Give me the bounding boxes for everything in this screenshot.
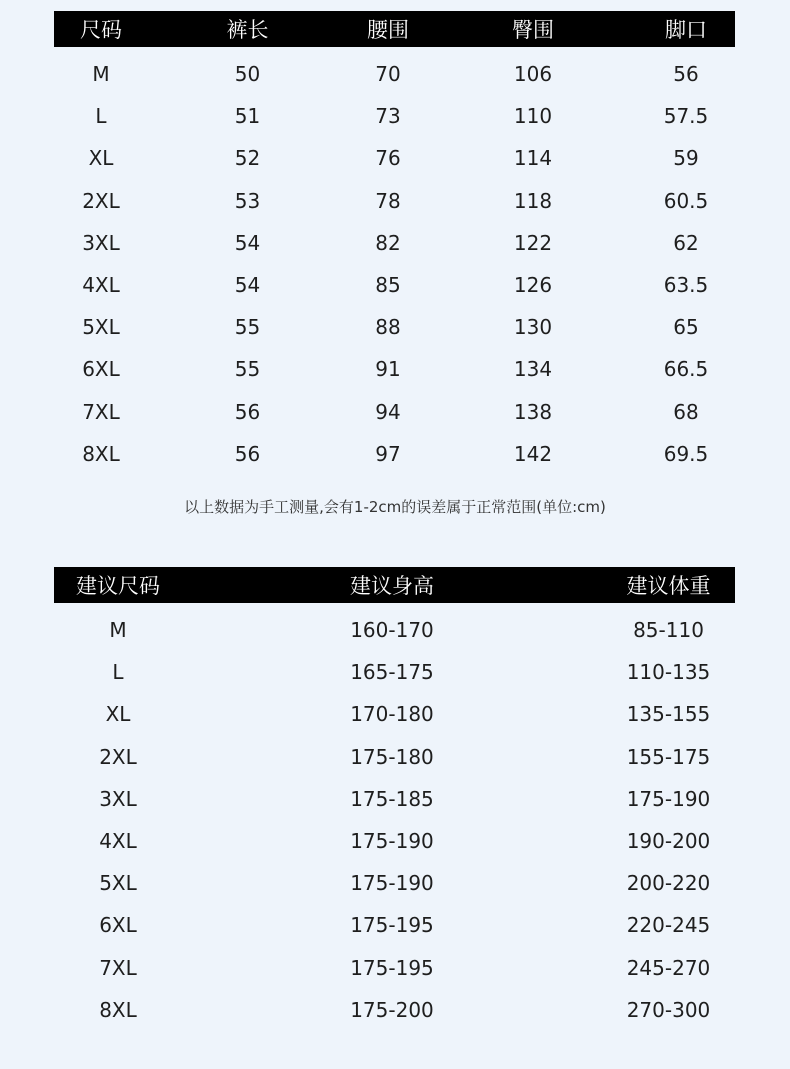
size-recommendation-table: [54, 567, 735, 1031]
header-leg-opening: 脚口: [665, 18, 707, 42]
table-row: [54, 736, 735, 778]
cell-hip: 142: [513, 441, 553, 466]
cell-waist: 76: [375, 146, 401, 171]
cell-waist: 91: [375, 357, 401, 382]
cell-size: 6XL: [82, 357, 120, 382]
size-measurement-header: [54, 11, 735, 47]
cell-size: XL: [88, 146, 114, 171]
cell-recommended-weight: 175-190: [626, 786, 711, 811]
table-row: [54, 264, 735, 306]
cell-recommended-height: 175-190: [350, 871, 434, 896]
cell-recommended-weight: 270-300: [626, 997, 711, 1022]
cell-waist: 94: [375, 399, 401, 424]
cell-waist: 97: [375, 441, 401, 466]
cell-leg-opening: 65: [673, 315, 699, 340]
cell-recommended-size: 5XL: [99, 871, 137, 896]
cell-recommended-height: 175-180: [350, 744, 434, 769]
cell-leg-opening: 56: [673, 62, 699, 87]
size-recommendation-rows: [54, 603, 735, 1031]
cell-pants-length: 53: [234, 188, 261, 213]
cell-recommended-size: M: [109, 618, 127, 643]
cell-recommended-height: 165-175: [350, 660, 434, 685]
cell-hip: 126: [513, 273, 553, 298]
cell-waist: 78: [375, 188, 401, 213]
cell-leg-opening: 59: [673, 146, 699, 171]
cell-recommended-size: 3XL: [99, 786, 137, 811]
cell-recommended-size: 2XL: [99, 744, 137, 769]
cell-leg-opening: 68: [673, 399, 699, 424]
cell-hip: 130: [513, 315, 553, 340]
table-row: [54, 693, 735, 735]
header-recommended-weight: 建议体重: [626, 574, 711, 598]
cell-waist: 82: [375, 230, 401, 255]
cell-pants-length: 56: [234, 441, 261, 466]
cell-size: L: [95, 104, 107, 129]
cell-size: 7XL: [82, 399, 120, 424]
header-hip: 臀围: [512, 18, 554, 42]
cell-pants-length: 55: [234, 357, 261, 382]
cell-size: 3XL: [82, 230, 120, 255]
cell-hip: 106: [513, 62, 553, 87]
cell-leg-opening: 66.5: [663, 357, 709, 382]
cell-pants-length: 54: [234, 230, 261, 255]
cell-waist: 85: [375, 273, 401, 298]
cell-leg-opening: 63.5: [663, 273, 709, 298]
cell-recommended-size: 8XL: [99, 997, 137, 1022]
cell-leg-opening: 57.5: [663, 104, 709, 129]
table-row: [54, 989, 735, 1031]
table-row: [54, 904, 735, 946]
table-row: [54, 947, 735, 989]
cell-size: 8XL: [82, 441, 120, 466]
cell-pants-length: 52: [234, 146, 261, 171]
header-waist: 腰围: [367, 18, 409, 42]
cell-pants-length: 56: [234, 399, 261, 424]
cell-recommended-size: 6XL: [99, 913, 137, 938]
cell-recommended-height: 175-195: [350, 913, 434, 938]
table-row: [54, 53, 735, 95]
cell-size: 5XL: [82, 315, 120, 340]
cell-size: 4XL: [82, 273, 120, 298]
table-row: [54, 820, 735, 862]
cell-recommended-height: 170-180: [350, 702, 434, 727]
header-recommended-size: 建议尺码: [76, 574, 160, 598]
table-row: [54, 222, 735, 264]
cell-waist: 88: [375, 315, 401, 340]
cell-recommended-size: L: [112, 660, 124, 685]
cell-pants-length: 51: [234, 104, 261, 129]
size-measurement-rows: [54, 47, 735, 475]
cell-waist: 73: [375, 104, 401, 129]
cell-recommended-height: 175-195: [350, 955, 434, 980]
header-pants-length: 裤长: [226, 18, 269, 42]
size-recommendation-header: [54, 567, 735, 603]
cell-recommended-weight: 220-245: [626, 913, 711, 938]
header-recommended-height: 建议身高: [350, 574, 434, 598]
measurement-note: 以上数据为手工测量,会有1-2cm的误差属于正常范围(单位:cm): [184, 498, 606, 516]
cell-recommended-weight: 200-220: [626, 871, 711, 896]
cell-leg-opening: 60.5: [663, 188, 709, 213]
cell-recommended-size: 7XL: [99, 955, 137, 980]
cell-hip: 134: [513, 357, 553, 382]
table-row: [54, 391, 735, 433]
cell-recommended-weight: 135-155: [626, 702, 711, 727]
cell-recommended-size: XL: [105, 702, 131, 727]
cell-recommended-size: 4XL: [99, 829, 137, 854]
cell-recommended-height: 160-170: [350, 618, 434, 643]
cell-recommended-height: 175-200: [350, 997, 434, 1022]
cell-pants-length: 55: [234, 315, 261, 340]
cell-waist: 70: [375, 62, 401, 87]
table-row: [54, 609, 735, 651]
table-row: [54, 651, 735, 693]
cell-leg-opening: 69.5: [663, 441, 709, 466]
cell-recommended-weight: 245-270: [626, 955, 711, 980]
table-row: [54, 306, 735, 348]
table-row: [54, 180, 735, 222]
table-row: [54, 95, 735, 137]
cell-leg-opening: 62: [673, 230, 699, 255]
cell-recommended-weight: 85-110: [633, 618, 704, 643]
cell-size: 2XL: [82, 188, 120, 213]
table-row: [54, 348, 735, 390]
table-row: [54, 862, 735, 904]
header-size: 尺码: [80, 18, 122, 42]
cell-recommended-height: 175-190: [350, 829, 434, 854]
cell-recommended-weight: 110-135: [626, 660, 711, 685]
cell-pants-length: 54: [234, 273, 261, 298]
cell-size: M: [92, 62, 110, 87]
cell-recommended-weight: 190-200: [626, 829, 711, 854]
cell-hip: 118: [513, 188, 553, 213]
cell-recommended-weight: 155-175: [626, 744, 711, 769]
cell-hip: 122: [513, 230, 553, 255]
cell-hip: 110: [513, 104, 553, 129]
cell-hip: 114: [513, 146, 553, 171]
table-row: [54, 137, 735, 179]
cell-recommended-height: 175-185: [350, 786, 434, 811]
size-measurement-table: [54, 11, 735, 475]
cell-pants-length: 50: [234, 62, 261, 87]
cell-hip: 138: [513, 399, 553, 424]
table-row: [54, 778, 735, 820]
table-row: [54, 433, 735, 475]
